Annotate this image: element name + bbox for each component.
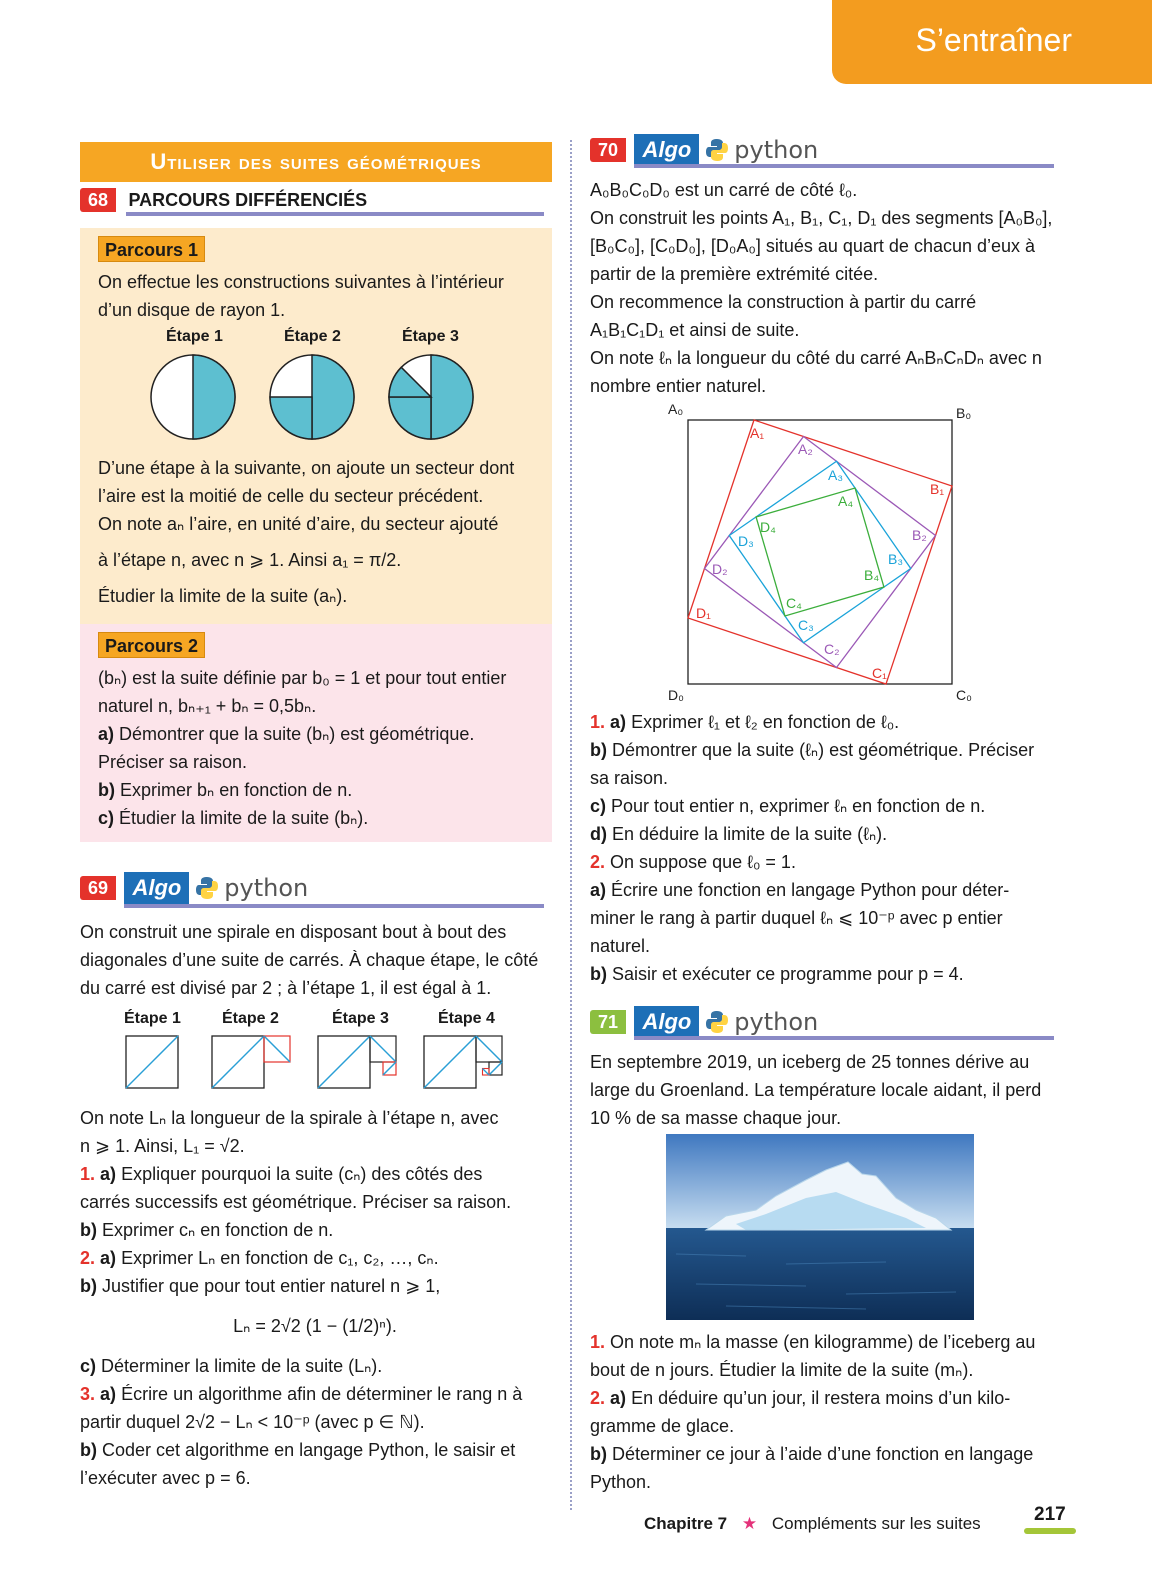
- question-text: Expliquer pourquoi la suite (cₙ) des côtés des: [121, 1164, 483, 1184]
- label-B3: B₃: [888, 551, 904, 567]
- text-line: On note aₙ l’aire, en unité d’aire, du secteur ajouté: [98, 514, 499, 534]
- label-A0: A₀: [668, 401, 684, 417]
- label-C3: C₃: [798, 617, 814, 633]
- label-C0: C₀: [956, 687, 972, 703]
- text-line: naturel.: [590, 936, 651, 956]
- label-C2: C₂: [824, 641, 840, 657]
- spiral-figures: [120, 1032, 520, 1094]
- question-number: 1.: [80, 1164, 96, 1184]
- text-line: à l’étape n, avec n ⩾ 1. Ainsi a₁ = π/2.: [98, 550, 402, 570]
- text-line: On construit une spirale en disposant bout à bout des: [80, 922, 507, 942]
- question-text: On suppose que ℓ₀ = 1.: [610, 852, 796, 872]
- question-text: En déduire qu’un jour, il restera moins d’un kilo-: [631, 1388, 1011, 1408]
- label-D1: D₁: [696, 605, 711, 621]
- square-0: [688, 420, 952, 684]
- question-text: Exprimer bₙ en fonction de n.: [120, 780, 353, 800]
- spiral-step-1: [126, 1036, 178, 1088]
- question-text: Exprimer ℓ₁ et ℓ₂ en fonction de ℓ₀.: [631, 712, 900, 732]
- text-line: bout de n jours. Étudier la limite de la suite (mₙ).: [590, 1360, 974, 1380]
- step-label: Étape 3: [332, 1010, 389, 1027]
- text-line: nombre entier naturel.: [590, 376, 767, 396]
- square-3: [729, 461, 911, 643]
- question-tag: c): [98, 808, 115, 828]
- spiral-step-4: [424, 1036, 502, 1088]
- exercise-title: PARCOURS DIFFÉRENCIÉS: [128, 190, 368, 210]
- iceberg-photo: [666, 1134, 974, 1320]
- python-wordmark: python: [734, 1008, 819, 1036]
- parcours-label: Parcours 1: [98, 236, 205, 262]
- label-A2: A₂: [798, 441, 813, 457]
- text-line: (bₙ) est la suite définie par b₀ = 1 et pour tout entier: [98, 668, 507, 688]
- label-D0: D₀: [668, 687, 684, 703]
- question-text: Exprimer Lₙ en fonction de c₁, c₂, …, cₙ.: [121, 1248, 439, 1268]
- label-B1: B₁: [930, 481, 945, 497]
- step-label: Étape 1: [124, 1010, 181, 1027]
- text-line: On note ℓₙ la longueur du côté du carré AₙBₙCₙDₙ avec n: [590, 348, 1042, 368]
- footer: [644, 1514, 981, 1534]
- exercise-number: 71: [590, 1010, 626, 1034]
- text-line: diagonales d’une suite de carrés. À chaque étape, le côté: [80, 950, 539, 970]
- column-separator: [570, 140, 572, 1510]
- question-tag: b): [80, 1276, 97, 1296]
- text-line: l’exécuter avec p = 6.: [80, 1468, 251, 1488]
- parcours-1-label: [98, 236, 205, 262]
- question-tag: b): [80, 1440, 97, 1460]
- question-tag: c): [590, 796, 607, 816]
- question-text: Coder cet algorithme en langage Python, le saisir et: [102, 1440, 516, 1460]
- text-line: sa raison.: [590, 768, 669, 788]
- python-icon: [704, 1009, 730, 1035]
- question-text: Démontrer que la suite (ℓₙ) est géométrique. Préciser: [612, 740, 1035, 760]
- label-C1: C₁: [872, 665, 887, 681]
- text-line: n ⩾ 1. Ainsi, L₁ = √2.: [80, 1136, 245, 1156]
- algo-badge: Algo: [634, 134, 699, 166]
- page-number: 217: [1034, 1504, 1066, 1525]
- text-line: D’une étape à la suivante, on ajoute un secteur dont: [98, 458, 515, 478]
- python-icon: [704, 137, 730, 163]
- label-A4: A₄: [838, 493, 854, 509]
- chapter-title: Compléments sur les suites: [771, 1514, 981, 1533]
- text-line: naturel n, bₙ₊₁ + bₙ = 0,5bₙ.: [98, 696, 317, 716]
- spiral-step-3: [318, 1036, 396, 1088]
- label-B4: B₄: [864, 567, 880, 583]
- text-line: On construit les points A₁, B₁, C₁, D₁ des segments [A₀B₀],: [590, 208, 1053, 228]
- algo-badge: Algo: [124, 872, 189, 904]
- label-A1: A₁: [750, 425, 765, 441]
- text-line: partir de la première extrémité citée.: [590, 264, 879, 284]
- text-line: miner le rang à partir duquel ℓₙ ⩽ 10⁻ᵖ avec p entier: [590, 908, 1003, 928]
- label-D2: D₂: [712, 561, 728, 577]
- text-line: carrés successifs est géométrique. Préciser sa raison.: [80, 1192, 512, 1212]
- python-wordmark: python: [734, 136, 819, 164]
- question-tag: a): [100, 1164, 117, 1184]
- question-tag: b): [590, 1444, 607, 1464]
- divider: [634, 164, 1054, 168]
- exercise-number: 70: [590, 138, 626, 162]
- exercise-70-header: [590, 134, 818, 166]
- question-tag: c): [80, 1356, 97, 1376]
- text-line: A₀B₀C₀D₀ est un carré de côté ℓ₀.: [590, 180, 858, 200]
- divider: [124, 904, 544, 908]
- question-number: 3.: [80, 1384, 96, 1404]
- exercise-number: 68: [80, 188, 116, 212]
- ex70-intro: [590, 176, 1060, 400]
- star-icon: ★: [741, 1514, 758, 1533]
- text-line: Préciser sa raison.: [98, 752, 248, 772]
- label-B0: B₀: [956, 405, 972, 421]
- label-D3: D₃: [738, 533, 754, 549]
- question-text: En déduire la limite de la suite (ℓₙ).: [612, 824, 888, 844]
- ex71-intro: [590, 1048, 1060, 1132]
- question-text: Pour tout entier n, exprimer ℓₙ en fonction de n.: [611, 796, 986, 816]
- parcours-label: Parcours 2: [98, 632, 205, 658]
- text-line: gramme de glace.: [590, 1416, 735, 1436]
- exercise-68-header: [80, 188, 367, 212]
- text-line: partir duquel 2√2 − Lₙ < 10⁻ᵖ (avec p ∈ ℕ).: [80, 1412, 425, 1432]
- corner-title: S’entraîner: [915, 22, 1072, 58]
- text-line: A₁B₁C₁D₁ et ainsi de suite.: [590, 320, 800, 340]
- ex71-questions: [590, 1328, 1060, 1496]
- label-B2: B₂: [912, 527, 927, 543]
- step-label: Étape 1: [166, 328, 223, 345]
- question-text: Exprimer cₙ en fonction de n.: [102, 1220, 334, 1240]
- exercise-number: 69: [80, 876, 116, 900]
- question-number: 2.: [590, 1388, 606, 1408]
- text-line: Python.: [590, 1472, 652, 1492]
- exercise-69-header: [80, 872, 308, 904]
- ex70-questions: [590, 708, 1060, 988]
- section-title: Utiliser des suites géométriques: [80, 142, 552, 182]
- algo-badge: Algo: [634, 1006, 699, 1038]
- question-tag: b): [590, 964, 607, 984]
- parcours-1-intro: [98, 268, 538, 324]
- label-A3: A₃: [828, 467, 844, 483]
- text-line: l’aire est la moitié de celle du secteur précédent.: [98, 486, 484, 506]
- python-wordmark: python: [224, 874, 309, 902]
- python-icon: [194, 875, 220, 901]
- step-label: Étape 4: [438, 1010, 495, 1027]
- label-D4: D₄: [760, 519, 776, 535]
- question-tag: d): [590, 824, 607, 844]
- question-text: On note mₙ la masse (en kilogramme) de l’iceberg au: [610, 1332, 1036, 1352]
- question-tag: a): [98, 724, 115, 744]
- nested-squares-figure: [660, 398, 990, 708]
- formula: Lₙ = 2√2 (1 − (1/2)ⁿ).: [233, 1316, 397, 1336]
- question-text: Étudier la limite de la suite (bₙ).: [119, 808, 369, 828]
- disk-step-3: [389, 355, 473, 439]
- question-number: 2.: [80, 1248, 96, 1268]
- question-text: Déterminer la limite de la suite (Lₙ).: [101, 1356, 383, 1376]
- text-line: d’un disque de rayon 1.: [98, 300, 286, 320]
- exercise-71-header: [590, 1006, 818, 1038]
- ex69-intro: [80, 918, 550, 1002]
- text-line: du carré est divisé par 2 ; à l’étape 1, il est égal à 1.: [80, 978, 492, 998]
- divider: [634, 1036, 1054, 1040]
- text-line: Étudier la limite de la suite (aₙ).: [98, 586, 348, 606]
- question-text: Écrire un algorithme afin de déterminer le rang n à: [121, 1384, 523, 1404]
- disk-figures: [148, 352, 488, 442]
- question-text: Saisir et exécuter ce programme pour p = 4.: [612, 964, 964, 984]
- text-line: [B₀C₀], [C₀D₀], [D₀A₀] situés au quart de chacun d’eux à: [590, 236, 1036, 256]
- label-C4: C₄: [786, 595, 802, 611]
- text-line: On recommence la construction à partir du carré: [590, 292, 977, 312]
- text-line: On note Lₙ la longueur de la spirale à l’étape n, avec: [80, 1108, 499, 1128]
- ex69-body: [80, 1104, 550, 1492]
- spiral-step-2: [212, 1036, 290, 1088]
- square-1: [688, 420, 952, 684]
- question-tag: a): [100, 1248, 117, 1268]
- text-line: large du Groenland. La température locale aidant, il perd: [590, 1080, 1042, 1100]
- text-line: En septembre 2019, un iceberg de 25 tonnes dérive au: [590, 1052, 1030, 1072]
- question-text: Démontrer que la suite (bₙ) est géométrique.: [119, 724, 475, 744]
- question-text: Écrire une fonction en langage Python pour déter-: [611, 880, 1010, 900]
- question-tag: b): [80, 1220, 97, 1240]
- question-tag: a): [610, 1388, 627, 1408]
- corner-tab: [832, 0, 1152, 84]
- square-4: [756, 488, 884, 616]
- question-text: Déterminer ce jour à l’aide d’une fonction en langage: [612, 1444, 1034, 1464]
- parcours-2-text: [98, 664, 538, 832]
- chapter-number: Chapitre 7: [644, 1514, 728, 1533]
- question-tag: b): [98, 780, 115, 800]
- step-label: Étape 3: [402, 328, 459, 345]
- step-label: Étape 2: [222, 1010, 279, 1027]
- text-line: 10 % de sa masse chaque jour.: [590, 1108, 842, 1128]
- text-line: On effectue les constructions suivantes à l’intérieur: [98, 272, 504, 292]
- question-tag: a): [610, 712, 627, 732]
- disk-step-2: [270, 355, 354, 439]
- page-number-underline: [1024, 1528, 1076, 1534]
- question-tag: a): [590, 880, 607, 900]
- question-number: 1.: [590, 1332, 606, 1352]
- question-text: Justifier que pour tout entier naturel n ⩾ 1,: [102, 1276, 441, 1296]
- question-number: 2.: [590, 852, 606, 872]
- divider: [126, 212, 544, 216]
- disk-step-1: [151, 355, 235, 439]
- question-tag: a): [100, 1384, 117, 1404]
- parcours-2-label: [98, 632, 205, 658]
- question-tag: b): [590, 740, 607, 760]
- parcours-1-text: [98, 454, 538, 610]
- step-label: Étape 2: [284, 328, 341, 345]
- question-number: 1.: [590, 712, 606, 732]
